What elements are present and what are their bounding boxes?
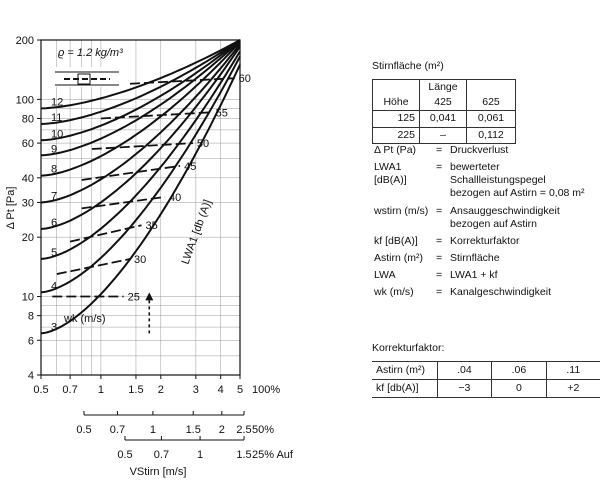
x-tick-label-100: 4	[217, 384, 224, 396]
x-tick-label-100: 100%	[252, 384, 281, 396]
x-scale-50-label: 50%	[252, 424, 275, 436]
astirn-val: .04	[437, 362, 491, 380]
y-tick-label: 40	[21, 172, 34, 185]
x-scale-25-label: 1.5	[236, 449, 252, 461]
noise-label-50: 50	[196, 138, 210, 151]
astirn-val: .11	[546, 362, 600, 380]
kf-label: kf [db(A)]	[372, 380, 437, 398]
y-tick-label: 20	[21, 232, 34, 245]
definitions-list: Δ Pt (Pa) = Druckverlust LWA1 [dB(A)] = bewerteter Schallleistungspegel bezogen auf Astirn = 0,08 m² wstirn (m/s) = Ansauggeschwindigkeit bezogen auf Astirn kf [dB(A)] = Korrekturfaktor Astirn (m²) = Stirnfläche LWA = LWA1 + kf wk (m/s) = Kanalgeschwindigkeit	[372, 142, 600, 301]
noise-label-35: 35	[145, 220, 158, 233]
row-225-h: 225	[373, 127, 420, 143]
col-425: 425	[420, 95, 467, 111]
y-tick-label: 6	[27, 335, 34, 348]
kf-val: 0	[492, 380, 546, 398]
x-scale-25-label: 0.7	[153, 449, 170, 461]
noise-label-60: 60	[238, 73, 251, 86]
row-125-h: 125	[373, 111, 420, 127]
y-tick-label: 100	[15, 94, 34, 107]
kf-label-6: 6	[51, 217, 58, 230]
kf-val: −3	[437, 380, 491, 398]
x-scale-50-label: 1.5	[185, 424, 201, 436]
def-value: bewerteter Schallleistungspegel	[450, 161, 546, 187]
lwa-label: LWA1 [db (A)]	[179, 198, 215, 267]
def-key: LWA	[374, 269, 396, 281]
astirn-val: .06	[492, 362, 546, 380]
x-tick-label-100: 1.5	[128, 384, 144, 396]
y-tick-label: 10	[21, 291, 34, 304]
x-tick-label-100: 2	[157, 384, 164, 396]
x-tick-label-100: 0.5	[33, 384, 49, 396]
x-scale-50-label: 2	[218, 424, 225, 436]
stirnflaeche-table	[372, 79, 516, 144]
stirnflaeche-block	[372, 60, 516, 144]
noise-label-40: 40	[169, 191, 182, 204]
x-tick-label-100: 1	[97, 384, 104, 396]
def-value: Ansauggeschwindigkeit	[450, 204, 560, 217]
x-axis-label: VStirn [m/s]	[129, 466, 187, 478]
stirnflaeche-title: Stirnfläche (m²)	[372, 60, 444, 72]
x-scale-50-label: 0.7	[109, 424, 126, 436]
x-scale-25-label: 1	[197, 449, 204, 461]
wk-label: wk (m/s)	[64, 313, 106, 325]
def-value: Stirnfläche	[450, 251, 500, 264]
kf-label-12: 12	[51, 96, 64, 109]
col-625: 625	[467, 80, 516, 111]
kf-label-5: 5	[51, 247, 58, 260]
row-125-a: 0,041	[420, 111, 467, 127]
kf-label-8: 8	[51, 163, 58, 176]
kf-label-10: 10	[51, 128, 64, 141]
row-125-b: 0,061	[467, 111, 516, 127]
def-value: LWA1 + kf	[450, 269, 498, 281]
noise-label-25: 25	[127, 291, 140, 304]
astirn-label: Astirn (m²)	[372, 362, 437, 380]
laenge-header: Länge	[420, 80, 467, 96]
kf-label-4: 4	[51, 280, 58, 293]
def-key: kf [dB(A)]	[374, 234, 418, 247]
def-value: Druckverlust	[450, 144, 509, 156]
row-225-b: 0,112	[467, 127, 516, 143]
noise-lines	[52, 73, 251, 333]
y-axis-label: Δ Pt [Pa]	[5, 186, 17, 230]
density-label: ϱ = 1.2 kg/m³	[58, 47, 123, 59]
kf-label-11: 11	[51, 111, 63, 124]
noise-line-55	[101, 112, 212, 118]
korrektur-table	[372, 361, 600, 398]
def-key: wk (m/s)	[374, 286, 414, 299]
kf-val: +2	[546, 380, 600, 398]
def-key: Δ Pt (Pa)	[374, 144, 417, 156]
y-tick-label: 200	[15, 35, 34, 47]
kf-label-3: 3	[51, 321, 58, 334]
def-key: wstirn (m/s)	[374, 204, 429, 217]
def-key: Astirn (m²)	[374, 251, 423, 264]
korrektur-title: Korrekturfaktor:	[372, 342, 445, 354]
x-scale-50-label: 2.5	[236, 424, 252, 436]
korrektur-block	[372, 342, 600, 398]
y-tick-label: 8	[27, 310, 34, 323]
y-tick-label: 60	[21, 138, 34, 151]
x-scale-25-label: 0.5	[117, 449, 133, 461]
def-value: Kanalgeschwindigkeit	[450, 286, 551, 299]
y-tick-label: 80	[21, 113, 34, 126]
kf-label-7: 7	[51, 190, 58, 203]
def-value-2: bezogen auf Astirn = 0,08 m²	[450, 187, 585, 200]
x-scale-50-label: 0.5	[76, 424, 92, 436]
x-scale-50-label: 1	[149, 424, 156, 436]
row-225-a: –	[420, 127, 467, 143]
y-tick-label: 4	[27, 370, 34, 382]
noise-label-30: 30	[133, 254, 147, 267]
y-tick-label: 30	[21, 197, 34, 210]
noise-label-45: 45	[184, 160, 197, 173]
x-tick-label-100: 5	[236, 384, 244, 396]
kf-label-9: 9	[51, 143, 58, 156]
hoehe-header: Höhe	[373, 80, 420, 111]
def-key: LWA1 [dB(A)]	[374, 161, 407, 187]
def-value-2: bezogen auf Astirn	[450, 217, 537, 230]
damper-icon	[55, 67, 119, 87]
x-tick-label-100: 3	[192, 384, 199, 396]
noise-label-55: 55	[215, 107, 228, 120]
def-value: Korrekturfaktor	[450, 234, 520, 247]
x-tick-label-100: 0.7	[62, 384, 78, 396]
noise-line-35	[70, 225, 141, 241]
x-scale-25-label: 25% Auf	[252, 449, 293, 461]
